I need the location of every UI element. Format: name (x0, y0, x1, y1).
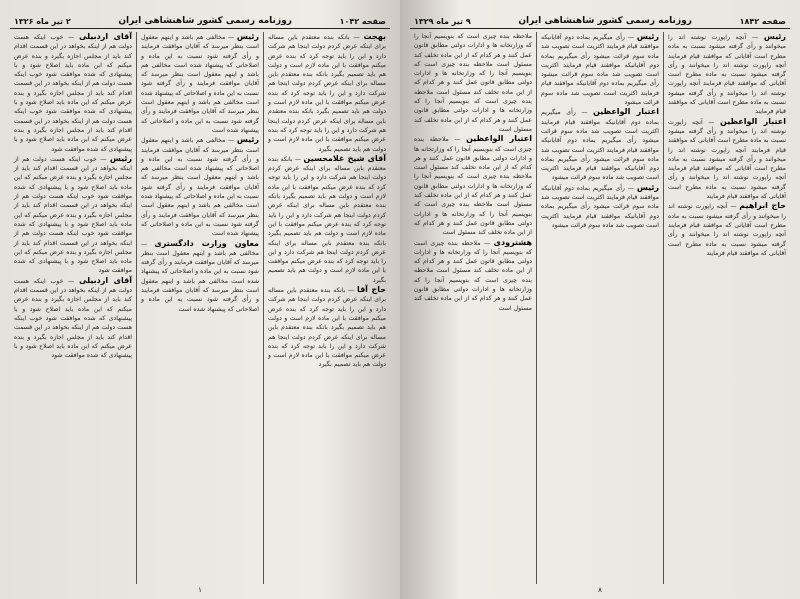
body-text: رأی میگیریم بماده دوم آقایانیکه موافقند قیام فرمایند اکثریت است تصویب شد ماده سوم قرائت میشود (541, 80, 659, 107)
body-text: ملاحظه بنده چیزی است که بنویسیم آنجا را که وزارتخانه ها و ادارات دولتی مطابق قانون عمل کنند و هر کدام که از این ماده تخلف کند مسئول است (414, 267, 532, 312)
speaker-heading: اعتبار الواعظین (720, 116, 786, 126)
body-text: بانکه بنده معتقدم باین مساله برای اینکه عرض کردم دولت اینجا هم شرکت دارد و این را باید توجه کرد که بنده عرض میکنم موافقت با این ماده لازم است و دولت هم باید تصمیم بگیرد (268, 324, 386, 369)
body-text: خوب اینکه هست دولت هم از اینکه بخواهد در این قسمت اقدام کند باید از مجلس اجازه بگیرد و بنده عرض میکنم که این ماده باید اصلاح شود و با پیشنهادی که شده موافقت شود (14, 71, 132, 116)
column: ملاحظه بنده چیزی است که بنویسیم آنجا را که وزارتخانه ها و ادارات دولتی مطابق قانون عمل کنند و هر کدام که از این ماده تخلف کند مسئول است ملاحظه بنده چیزی است که بنویسیم آنجا را که وزارتخانه ها و ادارات دولتی مطابق قانون عمل کنند و هر کدام که از این ماده تخلف کند مسئول است ملاحظه بنده چیزی است که بنویسیم آنجا را که وزارتخانه ها و ادارات دولتی مطابق قانون عمل کنند و هر کدام که از این ماده تخلف کند مسئول است اعتبار الواعظین — ملاحظه بنده چیزی است که بنویسیم آنجا را که وزارتخانه ها و ادارات دولتی مطابق قانون عمل کنند و هر کدام که از این ماده تخلف کند مسئول است ملاحظه بنده چیزی است که بنویسیم آنجا را که وزارتخانه ها و ادارات دولتی مطابق قانون عمل کنند و هر کدام که از این ماده تخلف کند مسئول است ملاحظه بنده چیزی است که بنویسیم آنجا را که وزارتخانه ها و ادارات دولتی مطابق قانون عمل کنند و هر کدام که از این ماده تخلف کند مسئول است هشترودی — ملاحظه بنده چیزی است که بنویسیم آنجا را که وزارتخانه ها و ادارات دولتی مطابق قانون عمل کنند و هر کدام که از این ماده تخلف کند مسئول است ملاحظه بنده چیزی است که بنویسیم آنجا را که وزارتخانه ها و ادارات دولتی مطابق قانون عمل کنند و هر کدام که از این ماده تخلف کند مسئول است (414, 33, 533, 312)
page-header (10, 8, 390, 29)
speaker-heading: رئیس (236, 135, 260, 145)
body-text: آنچه راپورت نوشته اند را میخوانند و رأی گرفته میشود نسبت به ماده مطرح است آقایانی که موافقند قیام فرمایند (668, 34, 786, 60)
body-text: ملاحظه بنده چیزی است که بنویسیم آنجا را که وزارتخانه ها و ادارات دولتی مطابق قانون عمل کنند و هر کدام که از این ماده تخلف کند مسئول است (414, 239, 532, 275)
body-text: خوب اینکه هست دولت هم از اینکه بخواهد در این قسمت اقدام کند باید از مجلس اجازه بگیرد و بنده عرض میکنم که این ماده باید اصلاح شود و با پیشنهادی که شده موافقت شود (14, 277, 132, 322)
page-label: صفحه ۱۸۴۲ (739, 17, 786, 26)
body-text: آنچه راپورت نوشته اند را میخوانند و رأی گرفته میشود نسبت به ماده مطرح است آقایانی که موافقند قیام فرمایند (668, 118, 786, 154)
column: رئیس — مخالفی هم باشد و اینهم معقول است بنظر میرسد که آقایان موافقت فرمایند و رأی گرفته شود نسبت به این ماده و اصلاحاتی که پیشنهاد شده است مخالفی هم باشد و اینهم معقول است بنظر میرسد که آقایان موافقت فرمایند و رأی گرفته شود نسبت به این ماده و اصلاحاتی که پیشنهاد شده است مخالفی هم باشد و اینهم معقول است بنظر میرسد که آقایان موافقت فرمایند و رأی گرفته شود نسبت به این ماده و اصلاحاتی که پیشنهاد شده است رئیس — مخالفی هم باشد و اینهم معقول است بنظر میرسد که آقایان موافقت فرمایند و رأی گرفته شود نسبت به این ماده و اصلاحاتی که پیشنهاد شده است مخالفی هم باشد و اینهم معقول است بنظر میرسد که آقایان موافقت فرمایند و رأی گرفته شود نسبت به این ماده و اصلاحاتی که پیشنهاد شده است مخالفی هم باشد و اینهم معقول است بنظر میرسد که آقایان موافقت فرمایند و رأی گرفته شود نسبت به این ماده و اصلاحاتی که پیشنهاد شده است معاون وزارت دادگستری — مخالفی هم باشد و اینهم معقول است بنظر میرسد که آقایان موافقت فرمایند و رأی گرفته شود نسبت به این ماده و اصلاحاتی که پیشنهاد شده است مخالفی هم باشد و اینهم معقول است بنظر میرسد که آقایان موافقت فرمایند و رأی گرفته شود نسبت به این ماده و اصلاحاتی که پیشنهاد شده است (136, 32, 263, 584)
body-text: آنچه راپورت نوشته اند را میخوانند و رأی گرفته میشود نسبت به ماده مطرح است آقایانی که موافقند قیام فرمایند (668, 146, 786, 173)
body-text: آنچه راپورت نوشته اند را میخوانند و رأی گرفته میشود نسبت به ماده مطرح است آقایانی که موافقند قیام فرمایند (668, 61, 786, 88)
body-text: خوب اینکه هست دولت هم از اینکه بخواهد در این قسمت اقدام کند باید از مجلس اجازه بگیرد و بنده عرض میکنم که این ماده باید اصلاح شود و با پیشنهادی که شده موافقت شود (14, 155, 133, 201)
body-text: بانکه بنده معتقدم باین مساله برای اینکه عرض کردم دولت اینجا هم شرکت دارد و این را باید توجه کرد که بنده عرض میکنم موافقت با این ماده لازم است و دولت هم باید تصمیم بگیرد (268, 287, 386, 332)
body-text: بانکه بنده معتقدم باین مساله برای اینکه عرض کردم دولت اینجا هم شرکت دارد و این را باید توجه کرد که بنده عرض میکنم موافقت با این ماده لازم است و دولت هم باید تصمیم بگیرد (268, 239, 386, 284)
body-text: خوب اینکه هست دولت هم از اینکه بخواهد در این قسمت اقدام کند باید از مجلس اجازه بگیرد و بنده عرض میکنم که این ماده باید اصلاح شود و با پیشنهادی که شده موافقت شود (14, 34, 132, 79)
column: رئیس — آنچه راپورت نوشته اند را میخوانند و رأی گرفته میشود نسبت به ماده مطرح است آقایانی که موافقند قیام فرمایند آنچه راپورت نوشته اند را میخوانند و رأی گرفته میشود نسبت به ماده مطرح است آقایانی که موافقند قیام فرمایند آنچه راپورت نوشته اند را میخوانند و رأی گرفته میشود نسبت به ماده مطرح است آقایانی که موافقند قیام فرمایند اعتبار الواعظین — آنچه راپورت نوشته اند را میخوانند و رأی گرفته میشود نسبت به ماده مطرح است آقایانی که موافقند قیام فرمایند آنچه راپورت نوشته اند را میخوانند و رأی گرفته میشود نسبت به ماده مطرح است آقایانی که موافقند قیام فرمایند آنچه راپورت نوشته اند را میخوانند و رأی گرفته میشود نسبت به ماده مطرح است آقایانی که موافقند قیام فرمایند حاج ابراهیم — آنچه راپورت نوشته اند را میخوانند و رأی گرفته میشود نسبت به ماده مطرح است آقایانی که موافقند قیام فرمایند آنچه راپورت نوشته اند را میخوانند و رأی گرفته میشود نسبت به ماده مطرح است آقایانی که موافقند قیام فرمایند (663, 32, 790, 584)
body-text: بانکه بنده معتقدم باین مساله برای اینکه عرض کردم دولت اینجا هم شرکت دارد و این را باید توجه کرد که بنده عرض میکنم موافقت با این ماده لازم است و دولت هم باید تصمیم بگیرد (268, 108, 386, 153)
speaker-heading: رئیس (636, 182, 659, 192)
speaker-heading: رئیس (109, 153, 133, 163)
body-text: بانکه بنده معتقدم باین مساله برای اینکه عرض کردم دولت اینجا هم شرکت دارد و این را باید توجه کرد که بنده عرض میکنم موافقت با این ماده لازم است و دولت هم باید تصمیم بگیرد (268, 71, 387, 116)
speaker-heading: آقای اردبیلی (79, 275, 132, 285)
body-text: مخالفی هم باشد و اینهم معقول است بنظر میرسد که آقایان موافقت فرمایند و رأی گرفته شود نسبت به این ماده و اصلاحاتی که پیشنهاد شده است (141, 34, 259, 69)
page-number: ۱ (198, 586, 202, 594)
body-text: مخالفی هم باشد و اینهم معقول است بنظر میرسد که آقایان موافقت فرمایند و رأی گرفته شود نسبت به این ماده و اصلاحاتی که پیشنهاد شده است (141, 202, 259, 238)
columns (10, 32, 390, 584)
column: بهجت — بانکه بنده معتقدم باین مساله برای اینکه عرض کردم دولت اینجا هم شرکت دارد و این را باید توجه کرد که بنده عرض میکنم موافقت با این ماده لازم است و دولت هم باید تصمیم بگیرد بانکه بنده معتقدم باین مساله برای اینکه عرض کردم دولت اینجا هم شرکت دارد و این را باید توجه کرد که بنده عرض میکنم موافقت با این ماده لازم است و دولت هم باید تصمیم بگیرد بانکه بنده معتقدم باین مساله برای اینکه عرض کردم دولت اینجا هم شرکت دارد و این را باید توجه کرد که بنده عرض میکنم موافقت با این ماده لازم است و دولت هم باید تصمیم بگیرد آقای شیخ غلامحسین — بانکه بنده معتقدم باین مساله برای اینکه عرض کردم دولت اینجا هم شرکت دارد و این را باید توجه کرد که بنده عرض میکنم موافقت با این ماده لازم است و دولت هم باید تصمیم بگیرد بانکه بنده معتقدم باین مساله برای اینکه عرض کردم دولت اینجا هم شرکت دارد و این را باید توجه کرد که بنده عرض میکنم موافقت با این ماده لازم است و دولت هم باید تصمیم بگیرد بانکه بنده معتقدم باین مساله برای اینکه عرض کردم دولت اینجا هم شرکت دارد و این را باید توجه کرد که بنده عرض میکنم موافقت با این ماده لازم است و دولت هم باید تصمیم بگیرد حاج آقا — بانکه بنده معتقدم باین مساله برای اینکه عرض کردم دولت اینجا هم شرکت دارد و این را باید توجه کرد که بنده عرض میکنم موافقت با این ماده لازم است و دولت هم باید تصمیم بگیرد بانکه بنده معتقدم باین مساله برای اینکه عرض کردم دولت اینجا هم شرکت دارد و این را باید توجه کرد که بنده عرض میکنم موافقت با این ماده لازم است و دولت هم باید تصمیم بگیرد (263, 32, 390, 584)
speaker-heading: آقای شیخ غلامحسین (303, 153, 386, 163)
column: رئیس — رأی میگیریم بماده دوم آقایانیکه موافقند قیام فرمایند اکثریت است تصویب شد ماده سوم قرائت میشود رأی میگیریم بماده دوم آقایانیکه موافقند قیام فرمایند اکثریت است تصویب شد ماده سوم قرائت میشود رأی میگیریم بماده دوم آقایانیکه موافقند قیام فرمایند اکثریت است تصویب شد ماده سوم قرائت میشود اعتبار الواعظین — رأی میگیریم بماده دوم آقایانیکه موافقند قیام فرمایند اکثریت است تصویب شد ماده سوم قرائت میشود رأی میگیریم بماده دوم آقایانیکه موافقند قیام فرمایند اکثریت است تصویب شد ماده سوم قرائت میشود رأی میگیریم بماده دوم آقایانیکه موافقند قیام فرمایند اکثریت است تصویب شد ماده سوم قرائت میشود رئیس — رأی میگیریم بماده دوم آقایانیکه موافقند قیام فرمایند اکثریت است تصویب شد ماده سوم قرائت میشود رأی میگیریم بماده دوم آقایانیکه موافقند قیام فرمایند اکثریت است تصویب شد ماده سوم قرائت میشود (536, 32, 663, 584)
body-text: آنچه راپورت نوشته اند را میخوانند و رأی گرفته میشود نسبت به ماده مطرح است آقایانی که موافقند قیام فرمایند (668, 231, 786, 257)
body-text: ملاحظه بنده چیزی است که بنویسیم آنجا را که وزارتخانه ها و ادارات دولتی مطابق قانون عمل کنند و هر کدام که از این ماده تخلف کند مسئول است (414, 88, 532, 133)
newspaper-title: روزنامه رسمی کشور شاهنشاهی ایران (118, 16, 292, 26)
right-page (400, 0, 800, 599)
speaker-heading: اعتبار الواعظین (593, 107, 660, 117)
body-text: ملاحظه بنده چیزی است که بنویسیم آنجا را که وزارتخانه ها و ادارات دولتی مطابق قانون عمل کنند و هر کدام که از این ماده تخلف کند مسئول است (414, 33, 532, 68)
body-text: آنچه راپورت نوشته اند را میخوانند و رأی گرفته میشود نسبت به ماده مطرح است آقایانی که موافقند قیام فرمایند (668, 203, 786, 229)
speaker-heading: رئیس (763, 32, 786, 41)
body-text: ملاحظه بنده چیزی است که بنویسیم آنجا را که وزارتخانه ها و ادارات دولتی مطابق قانون عمل کنند و هر کدام که از این ماده تخلف کند مسئول است (414, 60, 532, 96)
body-text: رأی میگیریم بماده دوم آقایانیکه موافقند قیام فرمایند اکثریت است تصویب شد ماده سوم قرائت میشود (541, 184, 659, 211)
body-text: مخالفی هم باشد و اینهم معقول است بنظر میرسد که آقایان موافقت فرمایند و رأی گرفته شود نسبت به این ماده و اصلاحاتی که پیشنهاد شده است (141, 61, 259, 107)
column: آقای اردبیلی — خوب اینکه هست دولت هم از اینکه بخواهد در این قسمت اقدام کند باید از مجلس اجازه بگیرد و بنده عرض میکنم که این ماده باید اصلاح شود و با پیشنهادی که شده موافقت شود خوب اینکه هست دولت هم از اینکه بخواهد در این قسمت اقدام کند باید از مجلس اجازه بگیرد و بنده عرض میکنم که این ماده باید اصلاح شود و با پیشنهادی که شده موافقت شود خوب اینکه هست دولت هم از اینکه بخواهد در این قسمت اقدام کند باید از مجلس اجازه بگیرد و بنده عرض میکنم که این ماده باید اصلاح شود و با پیشنهادی که شده موافقت شود رئیس — خوب اینکه هست دولت هم از اینکه بخواهد در این قسمت اقدام کند باید از مجلس اجازه بگیرد و بنده عرض میکنم که این ماده باید اصلاح شود و با پیشنهادی که شده موافقت شود خوب اینکه هست دولت هم از اینکه بخواهد در این قسمت اقدام کند باید از مجلس اجازه بگیرد و بنده عرض میکنم که این ماده باید اصلاح شود و با پیشنهادی که شده موافقت شود خوب اینکه هست دولت هم از اینکه بخواهد در این قسمت اقدام کند باید از مجلس اجازه بگیرد و بنده عرض میکنم که این ماده باید اصلاح شود و با پیشنهادی که شده موافقت شود آقای اردبیلی — خوب اینکه هست دولت هم از اینکه بخواهد در این قسمت اقدام کند باید از مجلس اجازه بگیرد و بنده عرض میکنم که این ماده باید اصلاح شود و با پیشنهادی که شده موافقت شود خوب اینکه هست دولت هم از اینکه بخواهد در این قسمت اقدام کند باید از مجلس اجازه بگیرد و بنده عرض میکنم که این ماده باید اصلاح شود و با پیشنهادی که شده موافقت شود (14, 32, 133, 360)
body-text: رأی میگیریم بماده دوم آقایانیکه موافقند قیام فرمایند اکثریت است تصویب شد ماده سوم قرائت میشود (541, 52, 659, 79)
body-text: بانکه بنده معتقدم باین مساله برای اینکه عرض کردم دولت اینجا هم شرکت دارد و این را باید توجه کرد که بنده عرض میکنم موافقت با این ماده لازم است و دولت هم باید تصمیم بگیرد (268, 193, 386, 238)
body-text: ملاحظه بنده چیزی است که بنویسیم آنجا را که وزارتخانه ها و ادارات دولتی مطابق قانون عمل کنند و هر کدام که از این ماده تخلف کند مسئول است (414, 201, 532, 237)
speaker-heading: رئیس (236, 32, 260, 41)
body-text: ملاحظه بنده چیزی است که بنویسیم آنجا را که وزارتخانه ها و ادارات دولتی مطابق قانون عمل کنند و هر کدام که از این ماده تخلف کند مسئول است (414, 136, 532, 172)
body-text: رأی میگیریم بماده دوم آقایانیکه موافقند قیام فرمایند اکثریت است تصویب شد ماده سوم قرائت میشود (541, 137, 659, 163)
body-text: آنچه راپورت نوشته اند را میخوانند و رأی گرفته میشود نسبت به ماده مطرح است آقایانی که موافقند قیام فرمایند (668, 80, 786, 116)
issue-date: ۹ تیر ماه ۱۳۲۹ (414, 17, 471, 26)
speaker-heading: بهجت (363, 32, 386, 41)
newspaper-title: روزنامه رسمی کشور شاهنشاهی ایران (518, 16, 692, 26)
speaker-heading: حاج آقا (356, 285, 386, 295)
speaker-heading: حاج ابراهیم (739, 201, 786, 211)
body-text: رأی میگیریم بماده دوم آقایانیکه موافقند قیام فرمایند اکثریت است تصویب شد ماده سوم قرائت میشود (541, 203, 659, 229)
body-text: رأی میگیریم بماده دوم آقایانیکه موافقند قیام فرمایند اکثریت است تصویب شد ماده سوم قرائت میشود (541, 155, 659, 182)
columns (410, 32, 790, 584)
speaker-heading: اعتبار الواعظین (466, 134, 533, 144)
speaker-heading: معاون وزارت دادگستری (154, 238, 259, 248)
speaker-heading: هشترودی (493, 237, 532, 247)
page-header (410, 8, 790, 29)
speaker-heading: رئیس (636, 32, 659, 41)
body-text: خوب اینکه هست دولت هم از اینکه بخواهد در این قسمت اقدام کند باید از مجلس اجازه بگیرد و بنده عرض میکنم که این ماده باید اصلاح شود و با پیشنهادی که شده موافقت شود (14, 230, 132, 275)
body-text: رأی میگیریم بماده دوم آقایانیکه موافقند قیام فرمایند اکثریت است تصویب شد ماده سوم قرائت میشود (541, 109, 659, 145)
speaker-heading: آقای اردبیلی (79, 32, 132, 41)
body-text: خوب اینکه هست دولت هم از اینکه بخواهد در این قسمت اقدام کند باید از مجلس اجازه بگیرد و بنده عرض میکنم که این ماده باید اصلاح شود و با پیشنهادی که شده موافقت شود (14, 108, 132, 153)
body-text: مخالفی هم باشد و اینهم معقول است بنظر میرسد که آقایان موافقت فرمایند و رأی گرفته شود نسبت به این ماده و اصلاحاتی که پیشنهاد شده است (141, 99, 259, 134)
body-text: خوب اینکه هست دولت هم از اینکه بخواهد در این قسمت اقدام کند باید از مجلس اجازه بگیرد و بنده عرض میکنم که این ماده باید اصلاح شود و با پیشنهادی که شده موافقت شود (14, 314, 132, 360)
body-text: رأی میگیریم بماده دوم آقایانیکه موافقند قیام فرمایند اکثریت است تصویب شد ماده سوم قرائت میشود (541, 34, 659, 60)
body-text: مخالفی هم باشد و اینهم معقول است بنظر میرسد که آقایان موافقت فرمایند و رأی گرفته شود نسبت به این ماده و اصلاحاتی که پیشنهاد شده است (141, 249, 259, 285)
body-text: مخالفی هم باشد و اینهم معقول است بنظر میرسد که آقایان موافقت فرمایند و رأی گرفته شود نسبت به این ماده و اصلاحاتی که پیشنهاد شده است (141, 165, 259, 210)
body-text: بانکه بنده معتقدم باین مساله برای اینکه عرض کردم دولت اینجا هم شرکت دارد و این را باید توجه کرد که بنده عرض میکنم موافقت با این ماده لازم است و دولت هم باید تصمیم بگیرد (268, 155, 386, 201)
page-number: ۸ (598, 586, 602, 594)
body-text: آنچه راپورت نوشته اند را میخوانند و رأی گرفته میشود نسبت به ماده مطرح است آقایانی که موافقند قیام فرمایند (668, 174, 786, 201)
page-label: صفحه ۱۰۴۲ (339, 17, 386, 26)
body-text: خوب اینکه هست دولت هم از اینکه بخواهد در این قسمت اقدام کند باید از مجلس اجازه بگیرد و بنده عرض میکنم که این ماده باید اصلاح شود و با پیشنهادی که شده موافقت شود (14, 193, 133, 238)
body-text: بانکه بنده معتقدم باین مساله برای اینکه عرض کردم دولت اینجا هم شرکت دارد و این را باید توجه کرد که بنده عرض میکنم موافقت با این ماده لازم است و دولت هم باید تصمیم بگیرد (268, 34, 386, 79)
body-text: ملاحظه بنده چیزی است که بنویسیم آنجا را که وزارتخانه ها و ادارات دولتی مطابق قانون عمل کنند و هر کدام که از این ماده تخلف کند مسئول است (414, 173, 532, 209)
issue-date: ۲ تیر ماه ۱۳۲۶ (14, 17, 71, 26)
body-text: مخالفی هم باشد و اینهم معقول است بنظر میرسد که آقایان موافقت فرمایند و رأی گرفته شود نسبت به این ماده و اصلاحاتی که پیشنهاد شده است (141, 137, 259, 173)
body-text: مخالفی هم باشد و اینهم معقول است بنظر میرسد که آقایان موافقت فرمایند و رأی گرفته شود نسبت به این ماده و اصلاحاتی که پیشنهاد شده است (141, 277, 259, 313)
